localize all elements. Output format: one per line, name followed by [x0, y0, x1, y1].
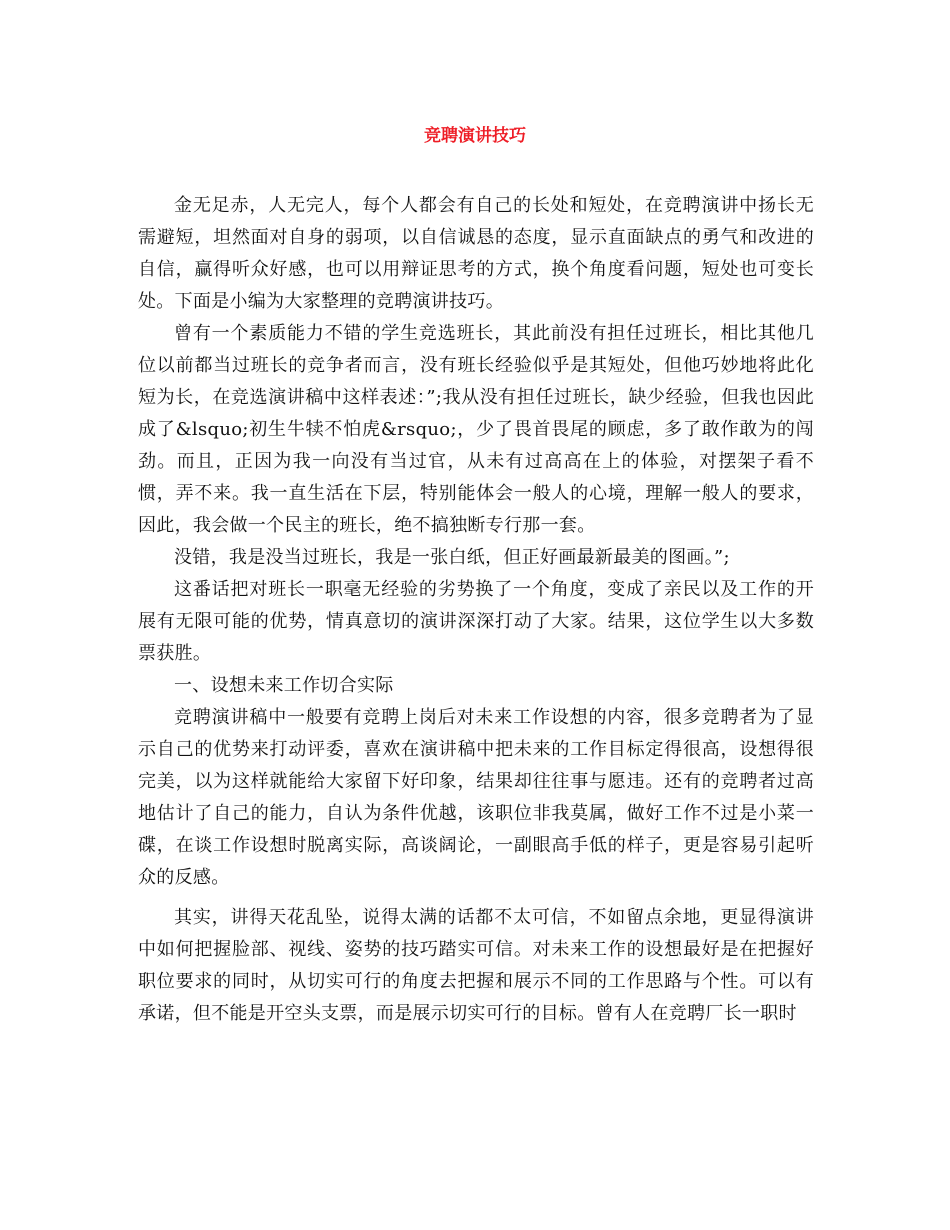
paragraph-intro: 金无足赤，人无完人，每个人都会有自己的长处和短处，在竞聘演讲中扬长无需避短，坦然面对自身的弱项，以自信诚恳的态度，显示直面缺点的勇气和改进的自信，赢得听众好感，也可以用辩证思考的方式，换个角度看问题，短处也可变长处。下面是小编为大家整理的竞聘演讲技巧。	[138, 195, 814, 312]
paragraph-section-1-cont: 其实，讲得天花乱坠，说得太满的话都不太可信，不如留点余地，更显得演讲中如何把握脸部、视线、姿势的技巧踏实可信。对未来工作的设想最好是在把握好职位要求的同时，从切实可行的角度去把握和展示不同的工作思路与个性。可以有承诺，但不能是开空头支票，而是展示切实可行的目标。曾有人在竞聘厂长一职时	[138, 907, 814, 1024]
paragraph-section-1: 竞聘演讲稿中一般要有竞聘上岗后对未来工作设想的内容，很多竞聘者为了显示自己的优势来打动评委，喜欢在演讲稿中把未来的工作目标定得很高，设想得很完美，以为这样就能给大家留下好印象，结果却往往事与愿违。还有的竞聘者过高地估计了自己的能力，自认为条件优越，该职位非我莫属，做好工作不过是小菜一碟，在谈工作设想时脱离实际，高谈阔论，一副眼高手低的样子，更是容易引起听众的反感。	[138, 707, 814, 888]
paragraph-analysis: 这番话把对班长一职毫无经验的劣势换了一个角度，变成了亲民以及工作的开展有无限可能的优势，情真意切的演讲深深打动了大家。结果，这位学生以大多数票获胜。	[138, 579, 814, 664]
document-body	[138, 190, 814, 1030]
section-heading-1: 一、设想未来工作切合实际	[174, 675, 394, 696]
document-title: 竞聘演讲技巧	[424, 126, 526, 146]
paragraph-example: 曾有一个素质能力不错的学生竞选班长，其此前没有担任过班长，相比其他几位以前都当过班长的竞争者而言，没有班长经验似乎是其短处，但他巧妙地将此化短为长，在竞选演讲稿中这样表述：”;我从没有担任过班长，缺少经验，但我也因此成了&lsquo;初生牛犊不怕虎&rsquo;，少了畏首畏尾的顾虑，多了敢作敢为的闯劲。而且，正因为我一向没有当过官，从未有过高高在上的体验，对摆架子看不惯，弄不来。我一直生活在下层，特别能体会一般人的心境，理解一般人的要求，因此，我会做一个民主的班长，绝不搞独断专行那一套。	[138, 323, 814, 536]
paragraph-quote-end: 没错，我是没当过班长，我是一张白纸，但正好画最新最美的图画。”;	[174, 547, 730, 568]
